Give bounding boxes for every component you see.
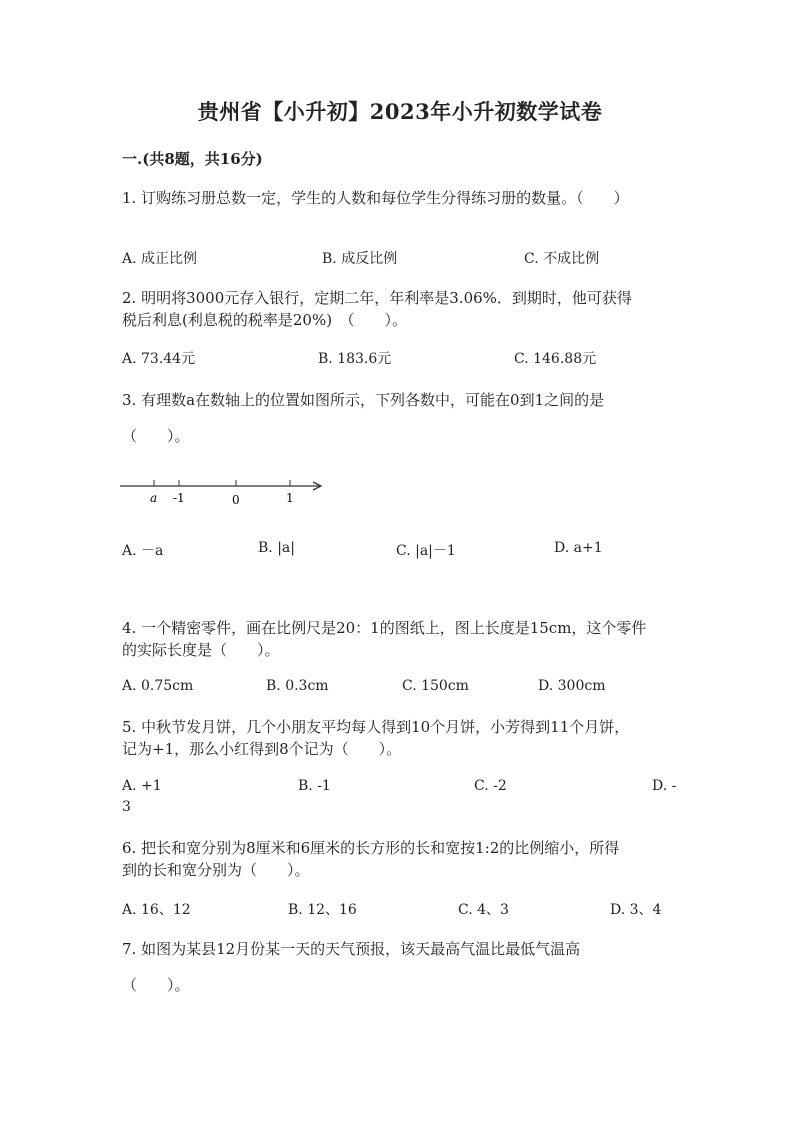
question-1-text: 1. 订购练习册总数一定，学生的人数和每位学生分得练习册的数量。（ ） xyxy=(122,189,629,207)
question-4-line-2: 的实际长度是（ ）。 xyxy=(122,641,280,659)
q4-option-a[interactable]: A. 0.75cm xyxy=(122,678,194,694)
q2-option-c[interactable]: C. 146.88元 xyxy=(514,351,597,367)
q2-option-b[interactable]: B. 183.6元 xyxy=(318,351,392,367)
question-6-line-1: 6. 把长和宽分别为8厘米和6厘米的长方形的长和宽按1:2的比例缩小，所得 xyxy=(122,839,620,857)
question-3-line-2: （ ）。 xyxy=(122,427,190,445)
q4-option-c[interactable]: C. 150cm xyxy=(402,678,469,694)
q1-option-c[interactable]: C. 不成比例 xyxy=(524,251,600,267)
q6-option-d[interactable]: D. 3、4 xyxy=(610,902,662,918)
q3-option-c[interactable]: C. |a|－1 xyxy=(396,543,456,559)
question-7-line-2: （ ）。 xyxy=(122,976,190,994)
q4-option-d[interactable]: D. 300cm xyxy=(538,678,606,694)
number-line-figure xyxy=(116,474,326,510)
question-3-line-1: 3. 有理数a在数轴上的位置如图所示，下列各数中，可能在0到1之间的是 xyxy=(122,391,605,409)
q5-option-d-continued: 3 xyxy=(122,799,131,815)
q5-option-b[interactable]: B. -1 xyxy=(298,778,331,794)
question-4-line-1: 4. 一个精密零件，画在比例尺是20：1的图纸上，图上长度是15cm，这个零件 xyxy=(122,619,647,637)
q4-option-b[interactable]: B. 0.3cm xyxy=(266,678,329,694)
question-5-line-1: 5. 中秋节发月饼，几个小朋友平均每人得到10个月饼，小芳得到11个月饼， xyxy=(122,718,630,736)
q3-option-d[interactable]: D. a+1 xyxy=(554,540,603,556)
question-7-line-1: 7. 如图为某县12月份某一天的天气预报，该天最高气温比最低气温高 xyxy=(122,940,581,958)
label-a: a xyxy=(150,491,158,505)
q6-option-a[interactable]: A. 16、12 xyxy=(122,902,191,918)
q3-option-a[interactable]: A. －a xyxy=(122,543,164,559)
page-title: 贵州省【小升初】2023年小升初数学试卷 xyxy=(197,99,603,124)
q5-option-a[interactable]: A. +1 xyxy=(122,778,162,794)
q1-option-a[interactable]: A. 成正比例 xyxy=(122,251,198,267)
question-2-line-2: 税后利息(利息税的税率是20%) （ ）。 xyxy=(122,311,408,329)
q6-option-b[interactable]: B. 12、16 xyxy=(288,902,357,918)
q5-option-c[interactable]: C. -2 xyxy=(474,778,507,794)
question-2-line-1: 2. 明明将3000元存入银行，定期二年，年利率是3.06%．到期时，他可获得 xyxy=(122,289,632,307)
section-heading: 一.(共8题，共16分) xyxy=(122,150,263,168)
question-5-line-2: 记为+1，那么小红得到8个记为（ ）。 xyxy=(122,740,402,758)
q6-option-c[interactable]: C. 4、3 xyxy=(458,902,509,918)
q2-option-a[interactable]: A. 73.44元 xyxy=(122,351,196,367)
question-6-line-2: 到的长和宽分别为（ ）。 xyxy=(122,861,310,879)
label-one: 1 xyxy=(286,491,294,505)
q1-option-b[interactable]: B. 成反比例 xyxy=(322,251,398,267)
q5-option-d[interactable]: D. - xyxy=(652,778,677,794)
label-minus-one: -1 xyxy=(173,491,185,505)
label-zero: 0 xyxy=(232,493,240,507)
q3-option-b[interactable]: B. |a| xyxy=(258,540,295,556)
